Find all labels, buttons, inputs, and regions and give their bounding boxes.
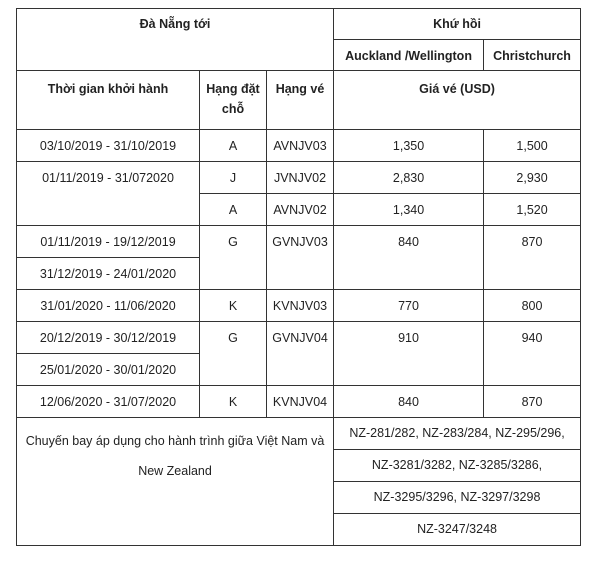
booking-class-cell: G bbox=[200, 226, 267, 290]
auckland-price-cell: 2,830 bbox=[334, 162, 484, 194]
period-cell: 01/11/2019 - 19/12/2019 bbox=[17, 226, 200, 258]
period-column-header: Thời gian khởi hành bbox=[17, 71, 200, 130]
booking-class-cell: G bbox=[200, 322, 267, 386]
booking-class-cell: K bbox=[200, 290, 267, 322]
table-row bbox=[17, 226, 581, 258]
christchurch-price-cell: 870 bbox=[484, 386, 581, 418]
period-cell: 31/01/2020 - 11/06/2020 bbox=[17, 290, 200, 322]
applicable-flights-note: Chuyến bay áp dụng cho hành trình giữa Việt Nam và New Zealand bbox=[17, 418, 334, 546]
period-cell: 01/11/2019 - 31/072020 bbox=[17, 162, 200, 226]
note-row bbox=[17, 418, 581, 450]
fare-class-column-header: Hạng vé bbox=[267, 71, 334, 130]
fare-class-cell: GVNJV04 bbox=[267, 322, 334, 386]
fare-class-cell: GVNJV03 bbox=[267, 226, 334, 290]
flight-numbers-line: NZ-3281/3282, NZ-3285/3286, bbox=[334, 450, 581, 482]
christchurch-price-cell: 1,500 bbox=[484, 130, 581, 162]
fare-class-cell: KVNJV03 bbox=[267, 290, 334, 322]
auckland-price-cell: 1,340 bbox=[334, 194, 484, 226]
period-cell: 12/06/2020 - 31/07/2020 bbox=[17, 386, 200, 418]
trip-type-label: Khứ hồi bbox=[433, 17, 481, 31]
auckland-price-cell: 840 bbox=[334, 226, 484, 290]
fare-class-cell: AVNJV03 bbox=[267, 130, 334, 162]
christchurch-label: Christchurch bbox=[493, 49, 571, 63]
auckland-label: Auckland /Wellington bbox=[345, 49, 472, 63]
fare-table bbox=[16, 8, 581, 546]
christchurch-header bbox=[484, 40, 581, 71]
flight-numbers-line: NZ-281/282, NZ-283/284, NZ-295/296, bbox=[334, 418, 581, 450]
fare-class-cell: AVNJV02 bbox=[267, 194, 334, 226]
period-cell: 31/12/2019 - 24/01/2020 bbox=[17, 258, 200, 290]
flight-numbers-line: NZ-3295/3296, NZ-3297/3298 bbox=[334, 482, 581, 514]
table-row bbox=[17, 386, 581, 418]
christchurch-price-cell: 800 bbox=[484, 290, 581, 322]
trip-type-header bbox=[334, 9, 581, 40]
fare-class-cell: JVNJV02 bbox=[267, 162, 334, 194]
auckland-price-cell: 910 bbox=[334, 322, 484, 386]
auckland-header bbox=[334, 40, 484, 71]
table-row bbox=[17, 162, 581, 194]
period-cell: 25/01/2020 - 30/01/2020 bbox=[17, 354, 200, 386]
christchurch-price-cell: 1,520 bbox=[484, 194, 581, 226]
table-row bbox=[17, 322, 581, 354]
period-cell: 20/12/2019 - 30/12/2019 bbox=[17, 322, 200, 354]
period-cell: 03/10/2019 - 31/10/2019 bbox=[17, 130, 200, 162]
booking-class-cell: K bbox=[200, 386, 267, 418]
christchurch-price-cell: 940 bbox=[484, 322, 581, 386]
booking-class-column-header: Hạng đặt chỗ bbox=[200, 71, 267, 130]
route-label: Đà Nẵng tới bbox=[139, 17, 211, 31]
christchurch-price-cell: 870 bbox=[484, 226, 581, 290]
booking-class-cell: A bbox=[200, 194, 267, 226]
fare-class-cell: KVNJV04 bbox=[267, 386, 334, 418]
auckland-price-cell: 840 bbox=[334, 386, 484, 418]
fare-column-header: Giá vé (USD) bbox=[334, 71, 581, 130]
booking-class-cell: J bbox=[200, 162, 267, 194]
route-header bbox=[17, 9, 334, 71]
table-row bbox=[17, 130, 581, 162]
auckland-price-cell: 1,350 bbox=[334, 130, 484, 162]
booking-class-cell: A bbox=[200, 130, 267, 162]
auckland-price-cell: 770 bbox=[334, 290, 484, 322]
table-row bbox=[17, 290, 581, 322]
christchurch-price-cell: 2,930 bbox=[484, 162, 581, 194]
flight-numbers-line: NZ-3247/3248 bbox=[334, 514, 581, 546]
